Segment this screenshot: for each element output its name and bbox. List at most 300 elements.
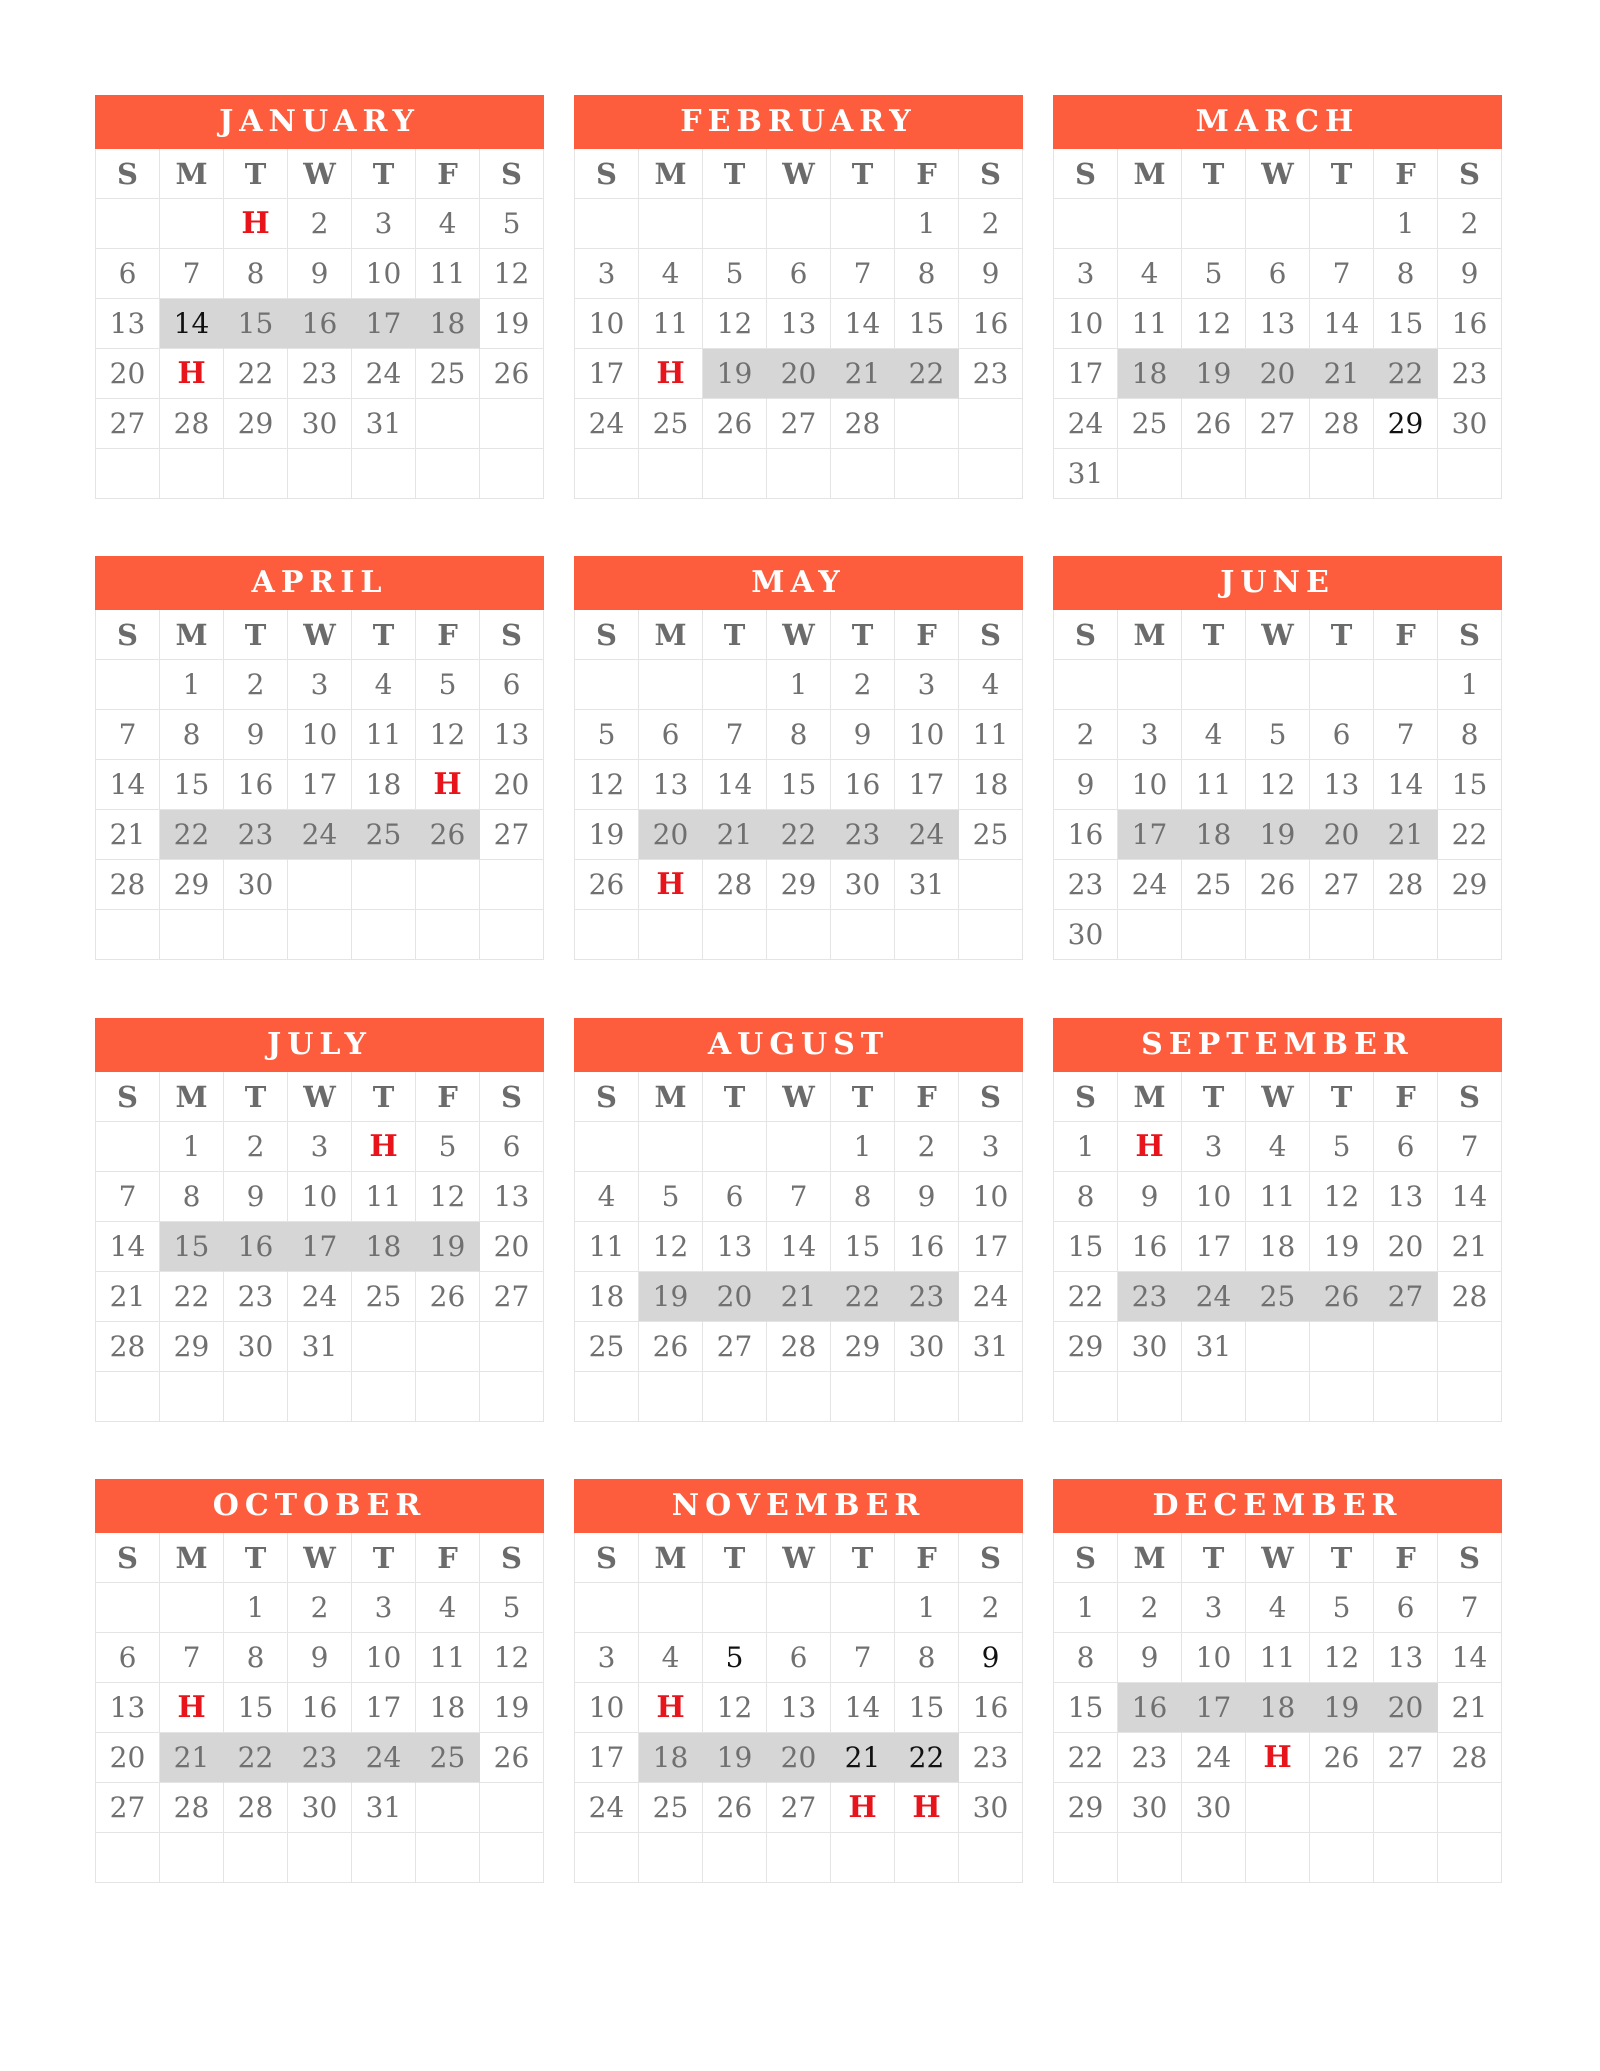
day-cell: 30	[1438, 399, 1502, 449]
day-cell: 17	[575, 1733, 639, 1783]
day-cell: H	[416, 760, 480, 810]
day-cell: 7	[1438, 1122, 1502, 1172]
day-cell: 3	[1118, 710, 1182, 760]
day-cell: 10	[1054, 299, 1118, 349]
empty-cell	[575, 910, 639, 960]
weekday-header: S	[480, 610, 544, 660]
empty-cell	[480, 1372, 544, 1422]
day-cell: 23	[1118, 1272, 1182, 1322]
day-cell: 1	[160, 660, 224, 710]
empty-cell	[831, 1833, 895, 1883]
month-title: DECEMBER	[1053, 1479, 1502, 1533]
day-cell: 14	[1438, 1172, 1502, 1222]
day-cell: 24	[352, 349, 416, 399]
weekday-header: S	[959, 1072, 1023, 1122]
day-cell: H	[895, 1783, 959, 1833]
day-cell: 30	[895, 1322, 959, 1372]
empty-cell	[480, 860, 544, 910]
day-cell: 29	[767, 860, 831, 910]
empty-cell	[639, 199, 703, 249]
day-cell: 7	[96, 1172, 160, 1222]
day-cell: 28	[96, 860, 160, 910]
day-cell: 27	[1374, 1733, 1438, 1783]
empty-cell	[1438, 449, 1502, 499]
day-cell: 20	[767, 349, 831, 399]
day-cell: 12	[480, 1633, 544, 1683]
day-cell: 15	[224, 299, 288, 349]
day-cell: 23	[1438, 349, 1502, 399]
day-cell: 15	[160, 760, 224, 810]
weekday-header: T	[352, 1533, 416, 1583]
day-cell: 22	[895, 349, 959, 399]
day-cell: 2	[224, 660, 288, 710]
day-cell: 1	[895, 199, 959, 249]
day-cell: 18	[416, 1683, 480, 1733]
empty-cell	[767, 910, 831, 960]
empty-cell	[703, 449, 767, 499]
empty-cell	[575, 199, 639, 249]
month-august	[574, 1018, 1023, 1422]
day-cell: 30	[288, 1783, 352, 1833]
day-cell: 5	[416, 660, 480, 710]
day-cell: 20	[1374, 1683, 1438, 1733]
day-cell: 12	[703, 1683, 767, 1733]
day-cell: 19	[639, 1272, 703, 1322]
day-cell: 21	[1438, 1222, 1502, 1272]
day-cell: 1	[1054, 1122, 1118, 1172]
day-cell: 23	[959, 349, 1023, 399]
day-cell: 2	[831, 660, 895, 710]
empty-cell	[96, 660, 160, 710]
day-cell: 19	[480, 299, 544, 349]
day-cell: 19	[1246, 810, 1310, 860]
day-cell: H	[1246, 1733, 1310, 1783]
empty-cell	[416, 399, 480, 449]
day-cell: 17	[288, 760, 352, 810]
day-cell: 7	[831, 1633, 895, 1683]
day-cell: 27	[480, 810, 544, 860]
empty-cell	[480, 910, 544, 960]
weekday-header: W	[767, 149, 831, 199]
day-cell: 15	[1054, 1683, 1118, 1733]
weekday-header: F	[1374, 1072, 1438, 1122]
weekday-header: T	[1182, 610, 1246, 660]
day-cell: 25	[639, 1783, 703, 1833]
empty-cell	[1182, 199, 1246, 249]
weekday-header: S	[480, 1072, 544, 1122]
day-cell: 17	[1118, 810, 1182, 860]
day-cell: 16	[1438, 299, 1502, 349]
day-cell: 21	[831, 1733, 895, 1783]
empty-cell	[1246, 660, 1310, 710]
weekday-header: S	[1438, 1072, 1502, 1122]
empty-cell	[416, 1833, 480, 1883]
empty-cell	[96, 449, 160, 499]
day-cell: 1	[895, 1583, 959, 1633]
day-cell: 3	[959, 1122, 1023, 1172]
weekday-header: S	[96, 149, 160, 199]
day-cell: 15	[160, 1222, 224, 1272]
day-cell: 1	[1438, 660, 1502, 710]
day-cell: 21	[1310, 349, 1374, 399]
day-cell: 10	[288, 1172, 352, 1222]
day-cell: 24	[352, 1733, 416, 1783]
day-cell: 8	[160, 710, 224, 760]
day-cell: 14	[831, 299, 895, 349]
day-cell: 5	[1246, 710, 1310, 760]
day-cell: 12	[639, 1222, 703, 1272]
empty-cell	[1054, 1372, 1118, 1422]
day-cell: 20	[1246, 349, 1310, 399]
day-cell: 17	[959, 1222, 1023, 1272]
day-cell: 31	[1182, 1322, 1246, 1372]
day-cell: 25	[959, 810, 1023, 860]
day-cell: 22	[1374, 349, 1438, 399]
day-cell: 21	[96, 1272, 160, 1322]
day-cell: 4	[959, 660, 1023, 710]
weekday-header: T	[1310, 610, 1374, 660]
day-cell: 7	[1310, 249, 1374, 299]
empty-cell	[416, 1372, 480, 1422]
day-cell: 9	[224, 710, 288, 760]
day-cell: 4	[1182, 710, 1246, 760]
day-cell: 5	[480, 199, 544, 249]
day-cell: 11	[1246, 1633, 1310, 1683]
day-cell: 14	[703, 760, 767, 810]
day-cell: 20	[639, 810, 703, 860]
weekday-header: F	[416, 1072, 480, 1122]
day-cell: 20	[480, 760, 544, 810]
day-cell: 22	[895, 1733, 959, 1783]
day-cell: 9	[1438, 249, 1502, 299]
day-cell: 9	[288, 249, 352, 299]
day-cell: 10	[352, 249, 416, 299]
month-june	[1053, 556, 1502, 960]
day-cell: 2	[959, 1583, 1023, 1633]
day-cell: 11	[416, 249, 480, 299]
day-cell: 18	[639, 1733, 703, 1783]
day-cell: 24	[1054, 399, 1118, 449]
weekday-header: S	[1054, 610, 1118, 660]
empty-cell	[288, 1833, 352, 1883]
day-cell: 30	[288, 399, 352, 449]
month-september	[1053, 1018, 1502, 1422]
day-cell: 25	[575, 1322, 639, 1372]
day-cell: 13	[767, 1683, 831, 1733]
weekday-header: M	[639, 1533, 703, 1583]
day-cell: 15	[895, 299, 959, 349]
day-cell: 8	[224, 1633, 288, 1683]
weekday-header: M	[639, 610, 703, 660]
day-cell: 29	[1438, 860, 1502, 910]
day-cell: 3	[575, 1633, 639, 1683]
empty-cell	[959, 449, 1023, 499]
day-cell: 6	[1374, 1122, 1438, 1172]
day-cell: H	[224, 199, 288, 249]
day-grid	[574, 149, 1023, 499]
weekday-header: T	[1310, 1533, 1374, 1583]
weekday-header: T	[703, 1072, 767, 1122]
weekday-header: W	[1246, 610, 1310, 660]
empty-cell	[1246, 1372, 1310, 1422]
day-cell: 29	[1054, 1783, 1118, 1833]
weekday-header: S	[575, 1533, 639, 1583]
empty-cell	[224, 449, 288, 499]
day-cell: 28	[703, 860, 767, 910]
day-cell: 27	[767, 399, 831, 449]
weekday-header: T	[352, 149, 416, 199]
day-cell: 2	[288, 1583, 352, 1633]
day-cell: 23	[895, 1272, 959, 1322]
weekday-header: S	[959, 1533, 1023, 1583]
empty-cell	[1118, 1833, 1182, 1883]
day-cell: 19	[416, 1222, 480, 1272]
day-cell: 1	[224, 1583, 288, 1633]
weekday-header: T	[224, 1533, 288, 1583]
empty-cell	[1310, 910, 1374, 960]
day-cell: 13	[767, 299, 831, 349]
day-cell: 16	[1118, 1683, 1182, 1733]
weekday-header: T	[1310, 1072, 1374, 1122]
weekday-header: W	[288, 149, 352, 199]
day-cell: 3	[575, 249, 639, 299]
weekday-header: F	[1374, 149, 1438, 199]
day-cell: 24	[1182, 1733, 1246, 1783]
weekday-header: T	[1182, 149, 1246, 199]
empty-cell	[288, 860, 352, 910]
empty-cell	[480, 399, 544, 449]
day-cell: 1	[160, 1122, 224, 1172]
day-cell: 20	[703, 1272, 767, 1322]
day-cell: H	[639, 349, 703, 399]
day-cell: 6	[96, 249, 160, 299]
day-cell: 7	[160, 1633, 224, 1683]
day-cell: 9	[959, 249, 1023, 299]
day-cell: 11	[575, 1222, 639, 1272]
day-cell: 27	[767, 1783, 831, 1833]
empty-cell	[703, 1583, 767, 1633]
empty-cell	[639, 910, 703, 960]
day-cell: 26	[416, 1272, 480, 1322]
day-cell: 22	[831, 1272, 895, 1322]
day-cell: 6	[96, 1633, 160, 1683]
weekday-header: W	[767, 1533, 831, 1583]
day-cell: 22	[224, 349, 288, 399]
day-cell: 31	[959, 1322, 1023, 1372]
day-cell: 26	[703, 399, 767, 449]
day-cell: 25	[639, 399, 703, 449]
empty-cell	[1118, 1372, 1182, 1422]
day-cell: 22	[767, 810, 831, 860]
day-cell: 5	[703, 1633, 767, 1683]
day-cell: 1	[831, 1122, 895, 1172]
empty-cell	[639, 660, 703, 710]
day-grid	[1053, 149, 1502, 499]
day-cell: 9	[1054, 760, 1118, 810]
day-cell: 31	[352, 1783, 416, 1833]
empty-cell	[767, 1583, 831, 1633]
day-cell: 4	[639, 1633, 703, 1683]
empty-cell	[895, 910, 959, 960]
day-cell: 9	[1118, 1172, 1182, 1222]
day-cell: 16	[959, 1683, 1023, 1733]
day-cell: 1	[1054, 1583, 1118, 1633]
day-cell: 26	[416, 810, 480, 860]
month-title: FEBRUARY	[574, 95, 1023, 149]
day-cell: 11	[1246, 1172, 1310, 1222]
day-cell: 22	[160, 1272, 224, 1322]
empty-cell	[288, 910, 352, 960]
empty-cell	[1246, 449, 1310, 499]
day-cell: 30	[1054, 910, 1118, 960]
empty-cell	[703, 1372, 767, 1422]
day-cell: 17	[352, 1683, 416, 1733]
day-cell: 20	[767, 1733, 831, 1783]
day-cell: 19	[703, 349, 767, 399]
empty-cell	[352, 1833, 416, 1883]
day-cell: 4	[639, 249, 703, 299]
day-cell: 26	[480, 349, 544, 399]
day-cell: 27	[1246, 399, 1310, 449]
empty-cell	[1374, 1783, 1438, 1833]
empty-cell	[1182, 660, 1246, 710]
month-title: AUGUST	[574, 1018, 1023, 1072]
month-title: NOVEMBER	[574, 1479, 1023, 1533]
day-cell: 4	[575, 1172, 639, 1222]
day-cell: 27	[703, 1322, 767, 1372]
day-cell: 24	[1182, 1272, 1246, 1322]
empty-cell	[959, 399, 1023, 449]
empty-cell	[416, 860, 480, 910]
empty-cell	[1310, 1833, 1374, 1883]
empty-cell	[767, 1372, 831, 1422]
empty-cell	[352, 1322, 416, 1372]
day-cell: 13	[1246, 299, 1310, 349]
day-cell: 22	[1438, 810, 1502, 860]
empty-cell	[160, 1372, 224, 1422]
empty-cell	[1310, 199, 1374, 249]
weekday-header: S	[480, 149, 544, 199]
weekday-header: S	[1438, 610, 1502, 660]
empty-cell	[767, 199, 831, 249]
weekday-header: F	[1374, 1533, 1438, 1583]
empty-cell	[416, 449, 480, 499]
day-grid	[95, 1072, 544, 1422]
empty-cell	[703, 199, 767, 249]
empty-cell	[1310, 1783, 1374, 1833]
day-cell: 16	[959, 299, 1023, 349]
weekday-header: S	[1438, 1533, 1502, 1583]
empty-cell	[160, 1833, 224, 1883]
empty-cell	[480, 1833, 544, 1883]
weekday-header: T	[1182, 1533, 1246, 1583]
day-cell: 21	[160, 1733, 224, 1783]
day-cell: 16	[288, 299, 352, 349]
day-cell: 3	[1182, 1122, 1246, 1172]
day-cell: 8	[1374, 249, 1438, 299]
day-cell: 27	[96, 1783, 160, 1833]
weekday-header: T	[703, 149, 767, 199]
weekday-header: M	[1118, 610, 1182, 660]
empty-cell	[767, 1122, 831, 1172]
empty-cell	[160, 1583, 224, 1633]
day-cell: H	[831, 1783, 895, 1833]
weekday-header: S	[480, 1533, 544, 1583]
day-cell: 16	[224, 760, 288, 810]
day-cell: 4	[352, 660, 416, 710]
empty-cell	[1182, 1833, 1246, 1883]
weekday-header: T	[703, 610, 767, 660]
day-cell: 3	[1054, 249, 1118, 299]
day-cell: 15	[1438, 760, 1502, 810]
day-cell: 8	[1054, 1633, 1118, 1683]
empty-cell	[160, 910, 224, 960]
empty-cell	[1438, 1322, 1502, 1372]
day-cell: 31	[1054, 449, 1118, 499]
day-cell: 17	[1054, 349, 1118, 399]
day-cell: 31	[288, 1322, 352, 1372]
day-cell: H	[639, 860, 703, 910]
day-cell: 6	[480, 660, 544, 710]
day-cell: 18	[352, 1222, 416, 1272]
day-cell: 27	[480, 1272, 544, 1322]
day-cell: 14	[1438, 1633, 1502, 1683]
day-cell: 6	[639, 710, 703, 760]
month-title: MARCH	[1053, 95, 1502, 149]
day-cell: 24	[288, 1272, 352, 1322]
day-cell: 21	[1374, 810, 1438, 860]
day-cell: 13	[703, 1222, 767, 1272]
day-cell: 25	[352, 1272, 416, 1322]
day-cell: 14	[1374, 760, 1438, 810]
empty-cell	[575, 1372, 639, 1422]
weekday-header: M	[1118, 1533, 1182, 1583]
empty-cell	[288, 449, 352, 499]
day-grid	[574, 610, 1023, 960]
empty-cell	[703, 1833, 767, 1883]
empty-cell	[480, 449, 544, 499]
weekday-header: M	[160, 1533, 224, 1583]
day-cell: 18	[352, 760, 416, 810]
day-cell: 3	[352, 1583, 416, 1633]
day-cell: 2	[1438, 199, 1502, 249]
day-cell: 17	[1182, 1683, 1246, 1733]
empty-cell	[160, 199, 224, 249]
day-cell: 26	[480, 1733, 544, 1783]
day-cell: 28	[1438, 1272, 1502, 1322]
empty-cell	[1374, 910, 1438, 960]
empty-cell	[831, 449, 895, 499]
day-cell: 14	[160, 299, 224, 349]
day-cell: 14	[96, 760, 160, 810]
day-cell: 20	[96, 349, 160, 399]
empty-cell	[767, 1833, 831, 1883]
day-cell: 5	[703, 249, 767, 299]
weekday-header: T	[831, 149, 895, 199]
day-cell: 29	[224, 399, 288, 449]
weekday-header: F	[416, 610, 480, 660]
day-cell: 8	[224, 249, 288, 299]
empty-cell	[703, 910, 767, 960]
day-cell: 1	[767, 660, 831, 710]
day-cell: 22	[1054, 1272, 1118, 1322]
month-december	[1053, 1479, 1502, 1883]
month-title: OCTOBER	[95, 1479, 544, 1533]
day-cell: 10	[352, 1633, 416, 1683]
weekday-header: T	[831, 610, 895, 660]
empty-cell	[1118, 660, 1182, 710]
empty-cell	[1054, 660, 1118, 710]
